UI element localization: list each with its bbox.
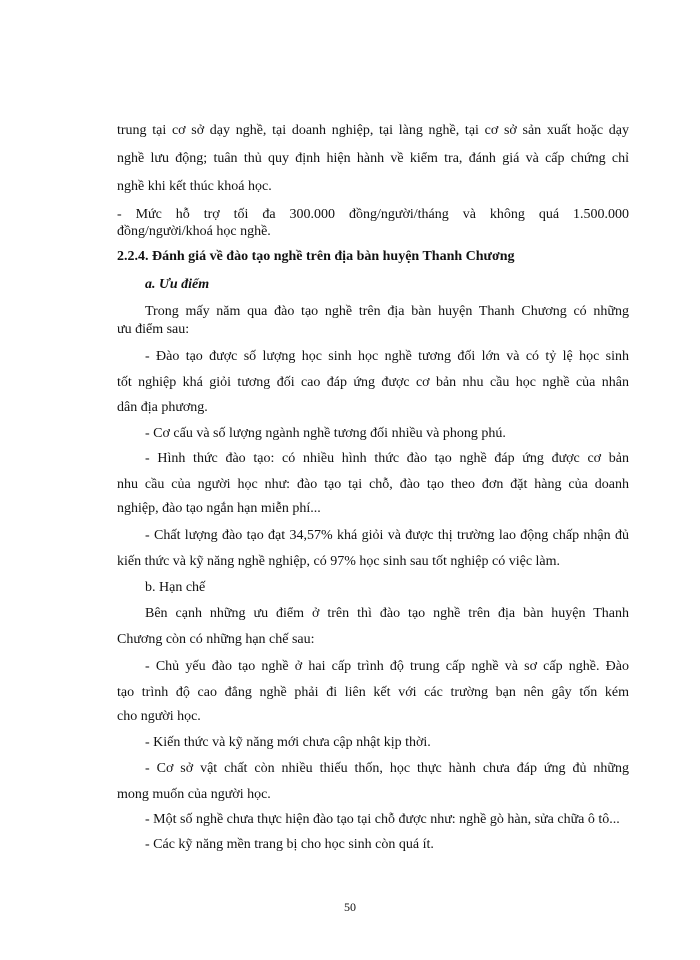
subsection-heading: b. Hạn chế	[145, 580, 206, 595]
body-text-line: - Chất lượng đào tạo đạt 34,57% khá giỏi và được thị trường lao động chấp nhận đủ	[145, 528, 629, 543]
body-text-line: - Mức hỗ trợ tối đa 300.000 đồng/người/tháng và không quá 1.500.000	[117, 207, 629, 222]
body-text-line: - Cơ sở vật chất còn nhiều thiếu thốn, học thực hành chưa đáp ứng đủ những	[145, 761, 629, 776]
body-text-line: trung tại cơ sở dạy nghề, tại doanh nghiệp, tại làng nghề, tại cơ sở sản xuất hoặc dạy	[117, 123, 629, 138]
body-text-line: Bên cạnh những ưu điểm ở trên thì đào tạo nghề trên địa bàn huyện Thanh	[145, 606, 629, 621]
body-text-line: cho người học.	[117, 709, 201, 724]
body-text-line: tốt nghiệp khá giỏi tương đối cao đáp ứng được cơ bản nhu cầu học nghề của nhân	[117, 375, 629, 390]
body-text-line: - Một số nghề chưa thực hiện đào tạo tại chỗ được như: nghề gò hàn, sửa chữa ô tô...	[145, 812, 620, 827]
body-text-line: Chương còn có những hạn chế sau:	[117, 632, 315, 647]
page-number: 50	[344, 900, 356, 914]
body-text-line: nghiệp, đào tạo ngắn hạn miễn phí...	[117, 501, 321, 516]
subsection-heading: a. Ưu điểm	[145, 277, 210, 292]
body-text-line: đồng/người/khoá học nghề.	[117, 224, 271, 239]
body-text-line: nghề khi kết thúc khoá học.	[117, 179, 272, 194]
body-text-line: - Chủ yếu đào tạo nghề ở hai cấp trình độ trung cấp nghề và sơ cấp nghề. Đào	[145, 659, 629, 674]
body-text-line: mong muốn của người học.	[117, 787, 271, 802]
body-text-line: dân địa phương.	[117, 400, 208, 415]
body-text-line: - Đào tạo được số lượng học sinh học nghề tương đối lớn và có tỷ lệ học sinh	[145, 349, 629, 364]
body-text-line: - Các kỹ năng mền trang bị cho học sinh còn quá ít.	[145, 837, 434, 852]
body-text-line: nghề lưu động; tuân thủ quy định hiện hành về kiểm tra, đánh giá và cấp chứng chỉ	[117, 151, 629, 166]
body-text-line: - Kiến thức và kỹ năng mới chưa cập nhật kịp thời.	[145, 735, 431, 750]
body-text-line: tạo trình độ cao đẳng nghề phải đi liên kết với các trường bạn nên gây tốn kém	[117, 685, 629, 700]
body-text-line: - Hình thức đào tạo: có nhiều hình thức đào tạo nghề đáp ứng được cơ bản	[145, 451, 629, 466]
body-text-line: nhu cầu của người học như: đào tạo tại chỗ, đào tạo theo đơn đặt hàng của doanh	[117, 477, 629, 492]
body-text-line: ưu điểm sau:	[117, 322, 190, 337]
body-text-line: kiến thức và kỹ năng nghề nghiệp, có 97% học sinh sau tốt nghiệp có việc làm.	[117, 554, 561, 569]
body-text-line: - Cơ cấu và số lượng ngành nghề tương đối nhiều và phong phú.	[145, 426, 506, 441]
section-heading: 2.2.4. Đánh giá về đào tạo nghề trên địa bàn huyện Thanh Chương	[117, 249, 515, 264]
body-text-line: Trong mấy năm qua đào tạo nghề trên địa bàn huyện Thanh Chương có những	[145, 304, 629, 319]
